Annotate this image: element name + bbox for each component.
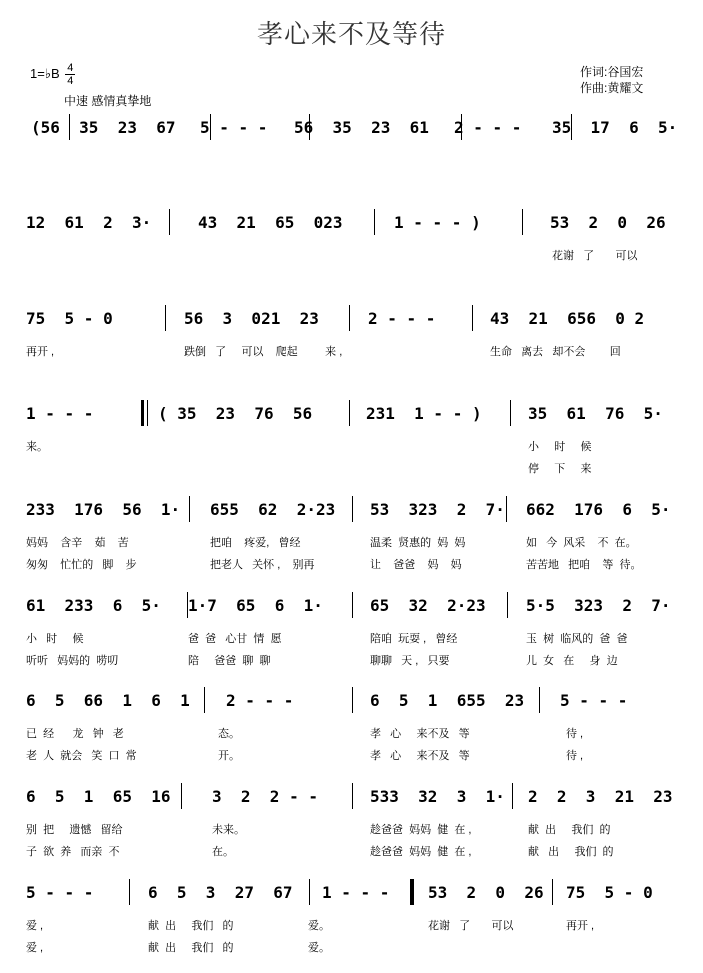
measure-notes: 662 176 6 5· [526,500,671,519]
lyric-text: 再开 , [566,920,595,932]
measure-notes: 53 323 2 7· [370,500,505,519]
notation-line [26,309,686,329]
lyric-text: 态。 [218,728,240,740]
lyric-text: 献 出 我们 的 [528,824,611,836]
lyric-text: 花谢 了 可以 [428,920,514,932]
measure-notes: 5 - - - [26,883,94,902]
lyric-line [26,632,686,646]
measure-notes: 2 2 3 21 23 [528,787,673,806]
measure-notes: 75 5 - 0 [566,883,653,902]
lyric-text: 温柔 贤惠的 妈 妈 [370,537,466,549]
barline [204,687,205,713]
measure-notes: 2 - - - [226,691,294,710]
barline [539,687,540,713]
composer: 作曲:黄耀文 [580,81,644,95]
lyric-text: 陪 爸爸 聊 聊 [188,655,271,667]
measure-notes: 5 - - - [200,118,268,137]
lyric-line [26,440,686,454]
barline [349,305,350,331]
lyric-text: 听听 妈妈的 唠叨 [26,655,119,667]
lyric-text: 让 爸爸 妈 妈 [370,559,462,571]
measure-notes: 1 - - - [26,404,94,423]
measure-notes: 12 61 2 3· [26,213,152,232]
lyric-text: 把咱 疼爱, 曾经 [210,537,301,549]
measure-notes: 5·5 323 2 7· [526,596,671,615]
lyric-text: 献 出 我们 的 [528,846,614,858]
lyric-text: 献 出 我们 的 [148,920,234,932]
lyric-text: 开。 [218,750,240,762]
measure-notes: 6 5 1 65 16 [26,787,171,806]
barline [413,879,414,905]
lyric-line [26,249,686,263]
lyric-text: 爱 , [26,942,44,954]
lyric-line [26,727,686,741]
measure-notes: 56 35 23 61 [294,118,429,137]
time-denominator: 4 [67,75,74,87]
lyric-text: 孝 心 来不及 等 [370,750,470,762]
lyric-line [26,823,686,837]
lyric-text: 爱。 [308,942,330,954]
measure-notes: 53 2 0 26 [428,883,544,902]
notation-line [26,883,686,903]
lyric-text: 匆匆 忙忙的 脚 步 [26,559,137,571]
measure-notes: 43 21 65 023 [198,213,343,232]
lyric-text: 别 把 遗憾 留给 [26,824,123,836]
measure-notes: 1 - - - [322,883,390,902]
barline [522,209,523,235]
notation-line [26,118,686,138]
measure-notes: 53 2 0 26 [550,213,666,232]
notation-line [26,213,686,233]
lyric-text: 老 人 就会 笑 口 常 [26,750,137,762]
notation-line [26,404,686,424]
measure-notes: 61 233 6 5· [26,596,161,615]
barline [352,783,353,809]
barline [552,879,553,905]
lyric-text: 停 下 来 [528,463,592,475]
time-numerator: 4 [67,62,74,74]
lyric-line [26,919,686,933]
lyric-text: 再开 , [26,346,55,358]
key-signature [30,62,75,87]
lyric-text: 未来。 [212,824,245,836]
barline [169,209,170,235]
measure-notes: 35 61 76 5· [528,404,663,423]
notation-line [26,596,686,616]
barline [507,592,508,618]
lyric-text: 跌倒 了 可以 爬起 来 , [184,346,343,358]
lyric-text: 子 欲 养 而亲 不 [26,846,120,858]
measure-notes: 75 5 - 0 [26,309,113,328]
lyric-text: 妈妈 含辛 茹 苦 [26,537,129,549]
lyric-text: 把老人 关怀 , 别再 [210,559,315,571]
measure-notes: 1 - - - ) [394,213,481,232]
key-label: 1=♭B [30,65,60,81]
barline [349,400,350,426]
lyric-text: 苦苦地 把咱 等 待。 [526,559,642,571]
measure-notes: 233 176 56 1· [26,500,181,519]
barline [512,783,513,809]
lyric-text: 如 今 风采 不 在。 [526,537,637,549]
measure-notes: 2 - - - [454,118,522,137]
measure-notes: 231 1 - - ) [366,404,482,423]
lyric-text: 玉 树 临风的 爸 爸 [526,633,628,645]
barline [352,687,353,713]
barline [141,400,144,426]
barline [129,879,130,905]
measure-notes: 65 32 2·23 [370,596,486,615]
barline [181,783,182,809]
measure-notes: 35 17 6 5· [552,118,678,137]
lyric-text: 花谢 了 可以 [552,250,638,262]
lyric-text: 来。 [26,441,48,453]
lyric-text: 生命 离去 却不会 回 [490,346,621,358]
measure-notes: (56 35 23 67 [31,118,176,137]
lyric-text: 爱。 [308,920,330,932]
measure-notes: 655 62 2·23 [210,500,336,519]
lyric-text: 献 出 我们 的 [148,942,234,954]
lyric-text: 儿 女 在 身 边 [526,655,618,667]
lyric-line-verse-2 [26,749,686,763]
lyric-text: 在。 [212,846,234,858]
lyric-text: 待 , [566,750,584,762]
measure-notes: 56 3 021 23 [184,309,319,328]
measure-notes: 6 5 3 27 67 [148,883,293,902]
lyric-line-verse-2 [26,845,686,859]
measure-notes: 533 32 3 1· [370,787,505,806]
lyric-line [26,536,686,550]
barline [472,305,473,331]
lyric-text: 趁爸爸 妈妈 健 在 , [370,846,472,858]
lyric-text: 待 , [566,728,584,740]
lyric-line-verse-2 [26,462,686,476]
measure-notes: 3 2 2 - - [212,787,318,806]
barline [165,305,166,331]
barline [309,879,310,905]
barline [352,592,353,618]
song-title: 孝心来不及等待 [256,20,446,50]
tempo-marking: 中速 感情真挚地 [64,94,152,108]
barline [374,209,375,235]
barline [189,496,190,522]
measure-notes: 2 - - - [368,309,436,328]
measure-notes: 6 5 1 655 23 [370,691,525,710]
measure-notes: 43 21 656 0 2 [490,309,645,328]
lyric-line-verse-2 [26,654,686,668]
lyric-text: 聊聊 天 , 只要 [370,655,450,667]
lyric-text: 陪咱 玩耍 , 曾经 [370,633,458,645]
barline [510,400,511,426]
time-signature [65,62,75,87]
barline [506,496,507,522]
lyric-text: 孝 心 来不及 等 [370,728,470,740]
lyric-line-verse-2 [26,558,686,572]
notation-line [26,691,686,711]
notation-line [26,787,686,807]
barline [147,400,148,426]
lyric-line-verse-2 [26,941,686,955]
credits [580,64,643,96]
notation-line [26,500,686,520]
barline [352,496,353,522]
measure-notes: 6 5 66 1 6 1 [26,691,190,710]
measure-notes: 5 - - - [560,691,628,710]
lyric-text: 小 时 候 [528,441,592,453]
lyric-text: 小 时 候 [26,633,84,645]
lyric-line [26,345,686,359]
lyric-text: 爱 , [26,920,44,932]
lyricist: 作词:谷国宏 [580,65,644,79]
lyric-text: 趁爸爸 妈妈 健 在 , [370,824,472,836]
measure-notes: ( 35 23 76 56 [158,404,313,423]
lyric-text: 爸 爸 心甘 情 愿 [188,633,282,645]
measure-notes: 1·7 65 6 1· [188,596,323,615]
lyric-text: 已 经 龙 钟 老 [26,728,124,740]
